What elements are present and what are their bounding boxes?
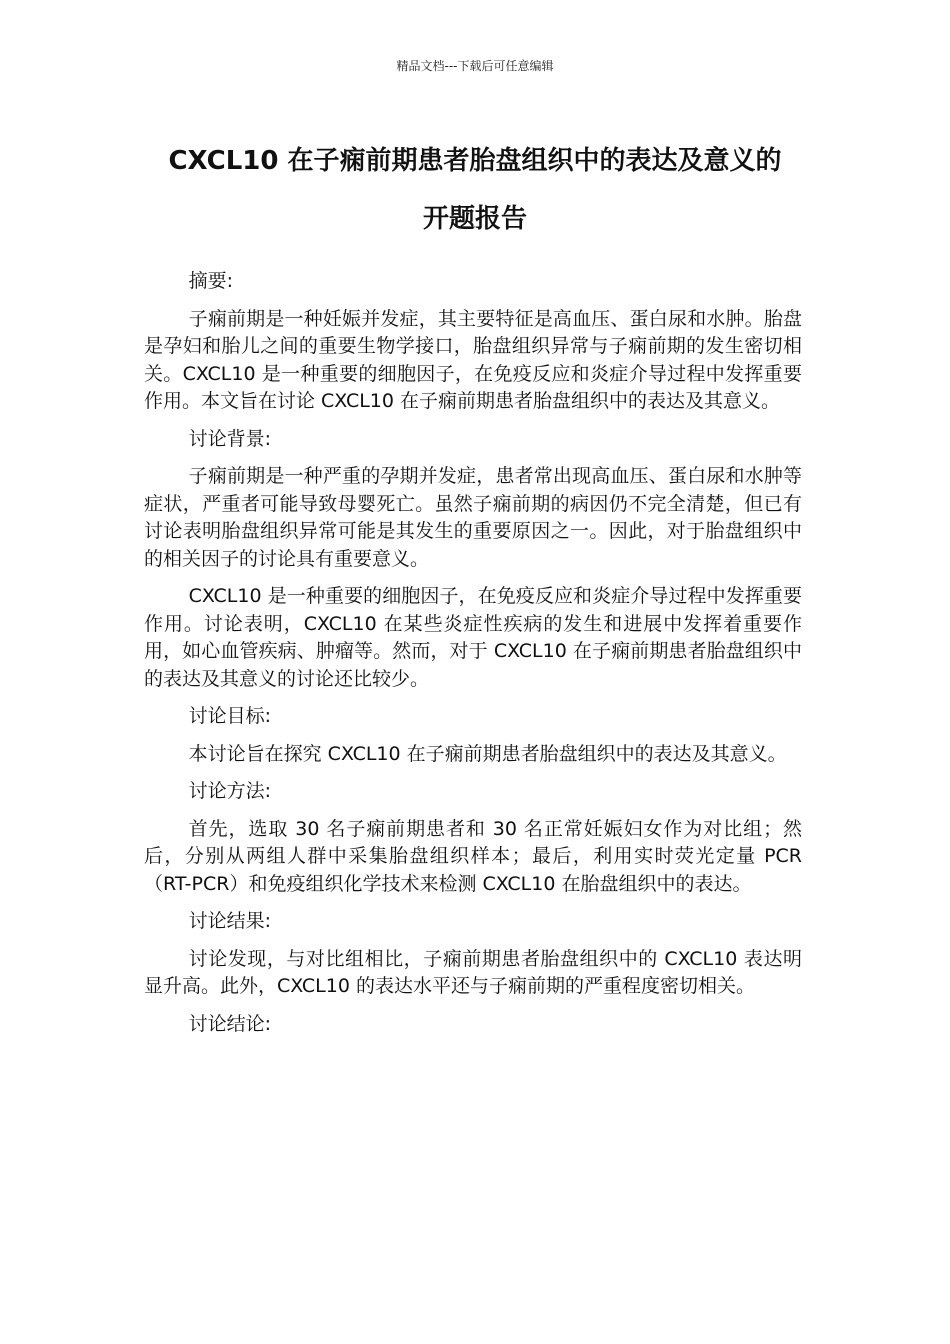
result-paragraph: 讨论发现，与对比组相比，子痫前期患者胎盘组织中的 CXCL10 表达明显升高。此外，CXCL10 的表达水平还与子痫前期的严重程度密切相关。: [144, 947, 802, 997]
abstract-paragraph: 子痫前期是一种妊娠并发症，其主要特征是高血压、蛋白尿和水肿。胎盘是孕妇和胎儿之间的重要生物学接口，胎盘组织异常与子痫前期的发生密切相关。CXCL10 是一种重要的细胞因子，在免疫反应和炎症介导过程中发挥重要作用。本文旨在讨论 CXCL10 在子痫前期患者胎盘组织中的表达及其意义。: [144, 307, 802, 412]
background-paragraph-2: CXCL10 是一种重要的细胞因子，在免疫反应和炎症介导过程中发挥重要作用。讨论表明，CXCL10 在某些炎症性疾病的发生和进展中发挥着重要作用，如心血管疾病、肿瘤等。然而，对于 CXCL10 在子痫前期患者胎盘组织中的表达及其意义的讨论还比较少。: [144, 585, 802, 690]
goal-paragraph: 本讨论旨在探究 CXCL10 在子痫前期患者胎盘组织中的表达及其意义。: [188, 742, 787, 765]
document-body: [144, 268, 802, 1048]
conclusion-heading: 讨论结论:: [188, 1012, 272, 1035]
document-title: [120, 132, 830, 248]
title-line-2: 开题报告: [422, 204, 527, 234]
page-header: 精品文档---下载后可任意编辑: [396, 59, 554, 73]
title-line-1: CXCL10 在子痫前期患者胎盘组织中的表达及意义的: [168, 146, 782, 176]
background-paragraph-1: 子痫前期是一种严重的孕期并发症，患者常出现高血压、蛋白尿和水肿等症状，严重者可能导致母婴死亡。虽然子痫前期的病因仍不完全清楚，但已有讨论表明胎盘组织异常可能是其发生的重要原因之一。因此，对于胎盘组织中的相关因子的讨论具有重要意义。: [144, 465, 802, 570]
method-paragraph: 首先，选取 30 名子痫前期患者和 30 名正常妊娠妇女作为对比组；然后，分别从两组人群中采集胎盘组织样本；最后，利用实时荧光定量 PCR（RT-PCR）和免疫组织化学技术来检测 CXCL10 在胎盘组织中的表达。: [144, 817, 802, 895]
background-heading: 讨论背景:: [188, 427, 272, 450]
result-heading: 讨论结果:: [188, 910, 272, 932]
goal-heading: 讨论目标:: [188, 705, 272, 727]
method-heading: 讨论方法:: [188, 780, 272, 802]
abstract-heading: 摘要:: [188, 270, 234, 292]
